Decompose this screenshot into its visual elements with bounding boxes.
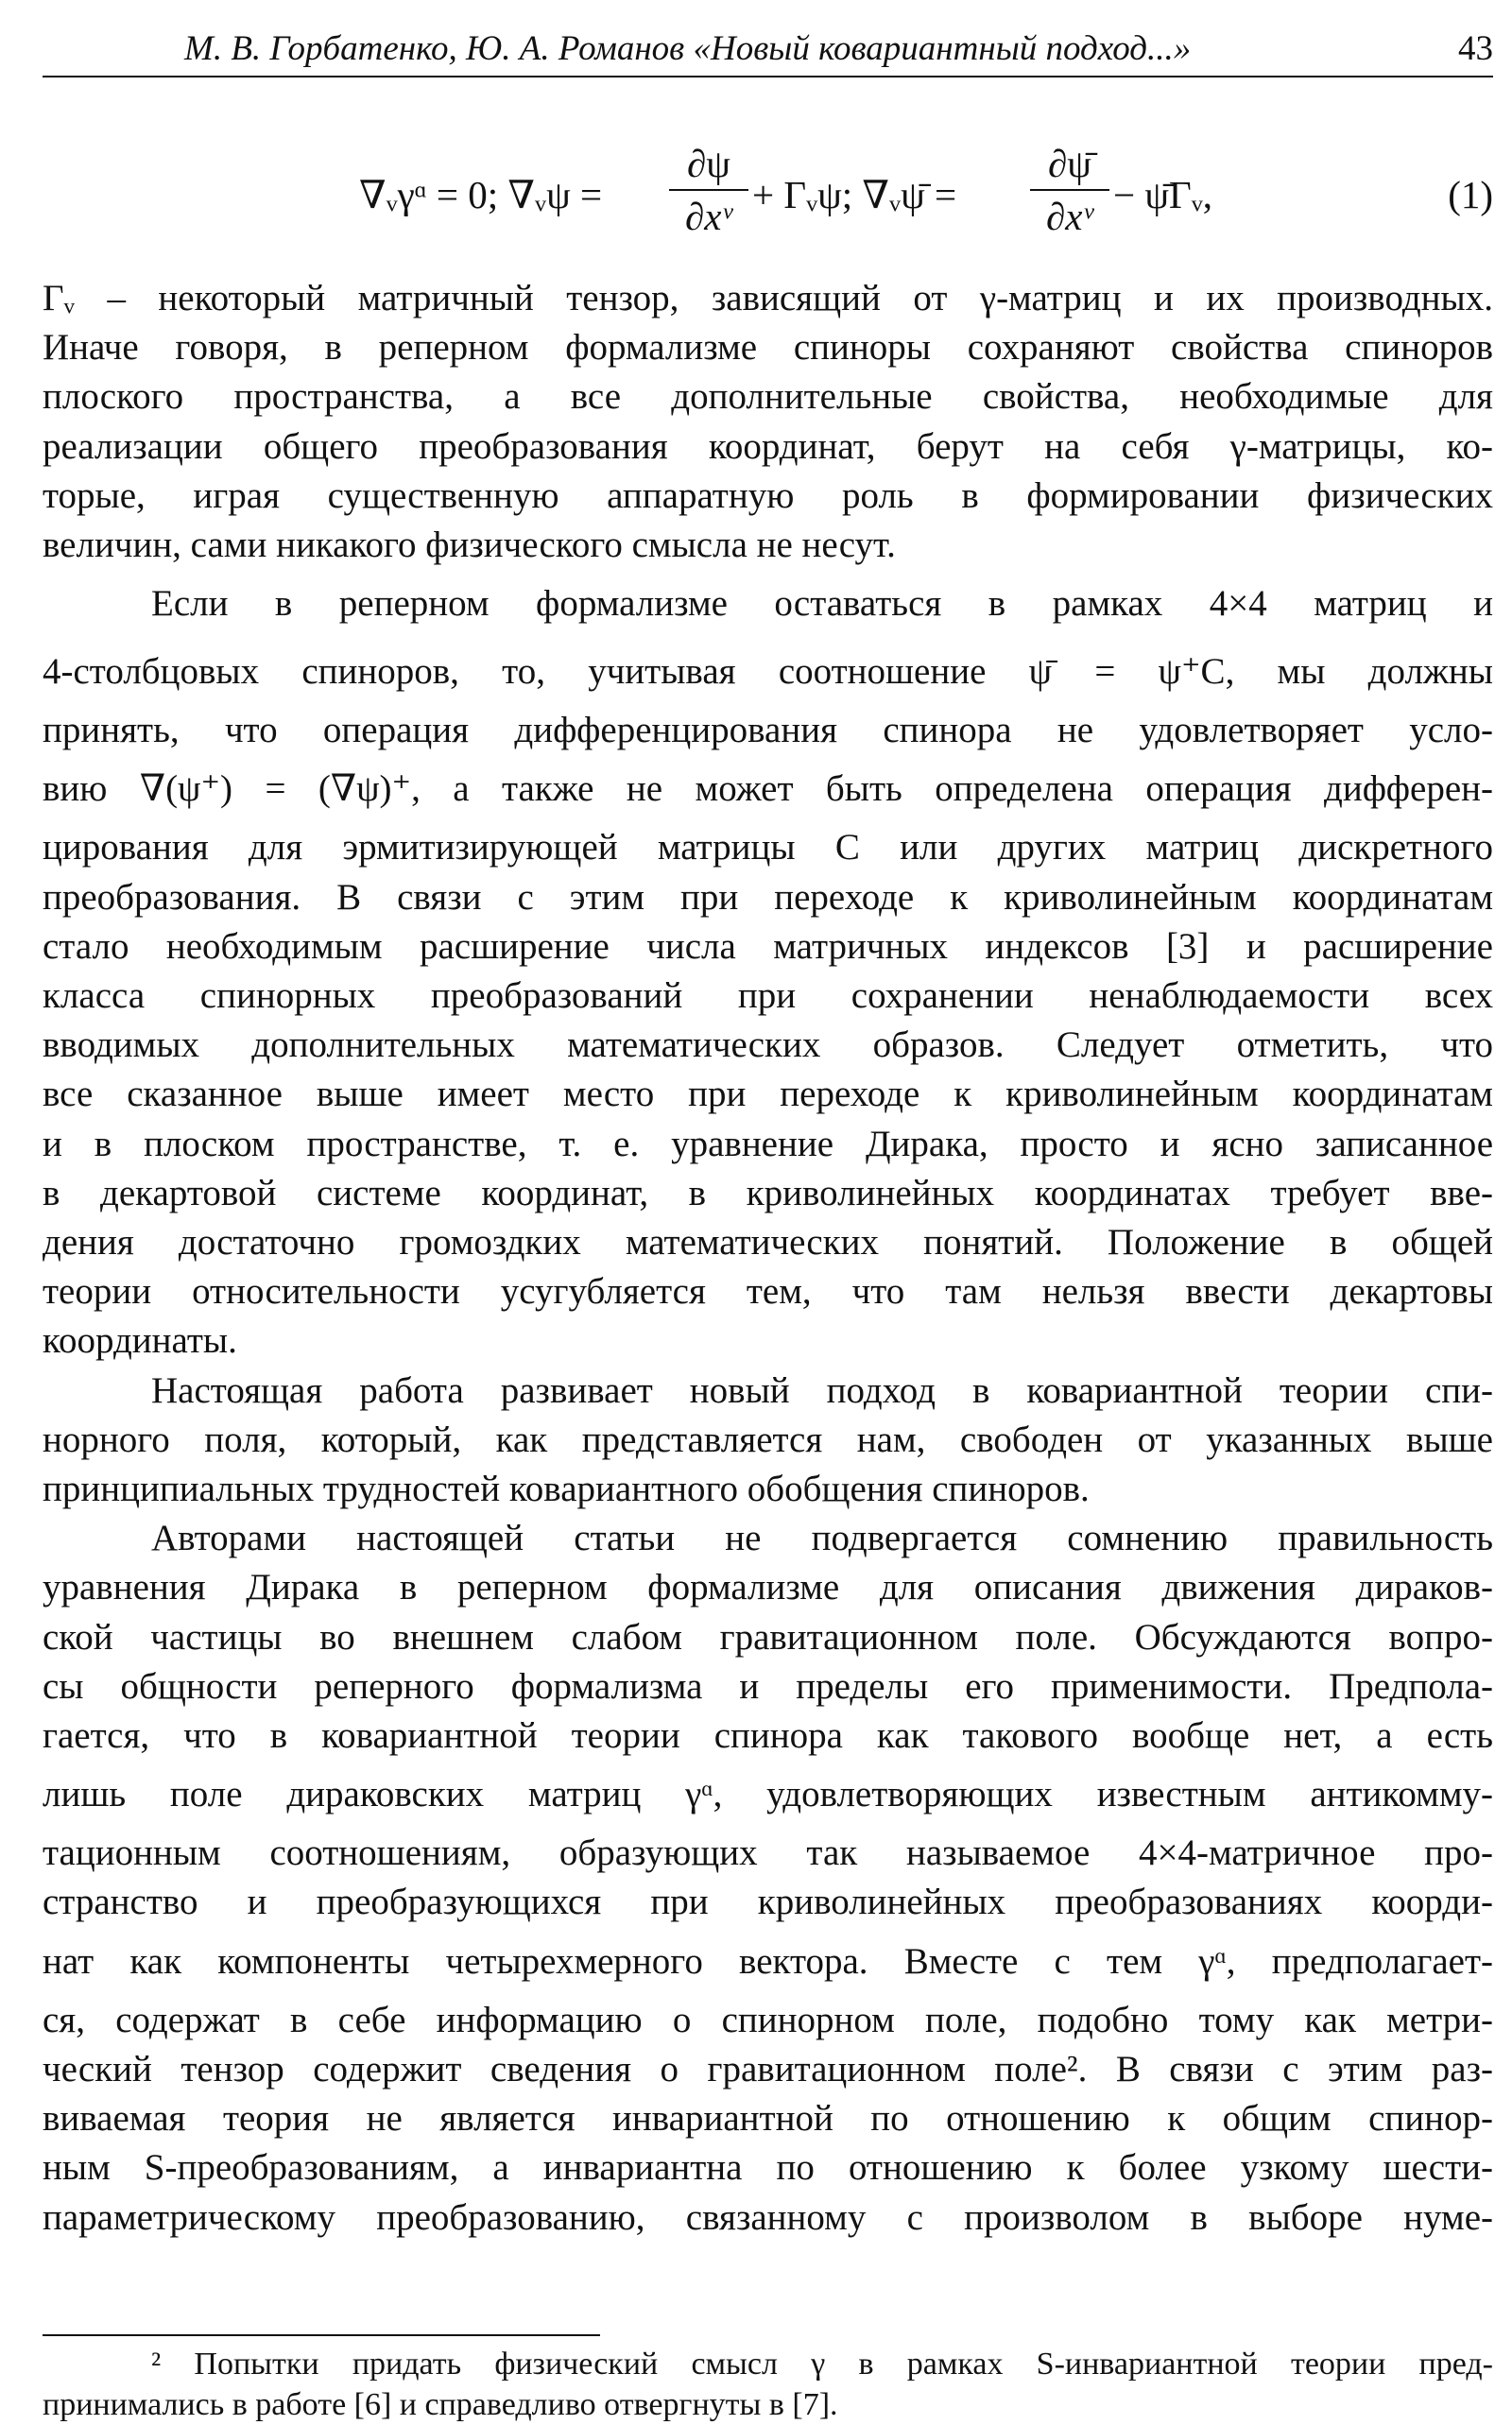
equation-fraction-1-numerator: ∂ψ [687, 142, 730, 185]
text-line: в декартовой системе координат, в криволинейных координатах требует вве- [43, 1172, 1493, 1213]
text-line: реализации общего преобразования координат, берут на себя γ-матрицы, ко- [43, 425, 1493, 467]
text-line: гается, что в ковариантной теории спинора как такового вообще нет, а есть [43, 1715, 1493, 1757]
equation-fraction-1 [669, 142, 748, 238]
equation-fraction-2-denominator: ∂xᵛ [1046, 195, 1093, 238]
text-line: дения достаточно громоздких математических понятий. Положение в общей [43, 1222, 1493, 1264]
text-line: цирования для эрмитизирующей матрицы C или других матриц дискретного [43, 827, 1493, 869]
text-line: плоского пространства, а все дополнительные свойства, необходимые для [43, 376, 1493, 418]
paragraph-4 [43, 1514, 1493, 2242]
text-line: ческий тензор содержит сведения о гравитационном поле². В связи с этим раз- [43, 2048, 1493, 2090]
text-line: Иначе говоря, в реперном формализме спиноры сохраняют свойства спиноров [43, 327, 1493, 369]
text-line: торые, играя существенную аппаратную роль в формировании физических [43, 474, 1493, 516]
paragraph-3 [43, 1367, 1493, 1515]
equation-1 [0, 132, 1512, 274]
text-line: Авторами настоящей статьи не подвергается сомнению правильность [151, 1518, 1493, 1559]
text-line: странство и преобразующихся при криволинейных преобразованиях коорди- [43, 1882, 1493, 1923]
text-line: 4-столбцовых спиноров, то, учитывая соотношение ψ̄ = ψ⁺C, мы должны [43, 651, 1493, 693]
equation-part-1: ∇ᵥγᵅ = 0; ∇ᵥψ = [359, 173, 603, 216]
text-line: норного поля, который, как представляется нам, свободен от указанных выше [43, 1419, 1493, 1460]
footnote [43, 2344, 1493, 2425]
footnote-line: принимались в работе [6] и справедливо отвергнуты в [7]. [43, 2387, 838, 2422]
page-number: 43 [1458, 29, 1493, 68]
text-line: сы общности реперного формализма и пределы его применимости. Предпола- [43, 1665, 1493, 1707]
text-line: Если в реперном формализме оставаться в рамках 4×4 матриц и [151, 583, 1493, 625]
text-line: координаты. [43, 1320, 237, 1362]
text-line: нат как компоненты четырехмерного вектора. Вместе с тем γᵅ, предполагает- [43, 1940, 1493, 1982]
body-text [43, 274, 1493, 2243]
text-line: ся, содержат в себе информацию о спинорном поле, подобно тому как метри- [43, 1999, 1493, 2040]
text-line: лишь поле дираковских матриц γᵅ, удовлетворяющих известным антикомму- [43, 1774, 1493, 1815]
text-line: Настоящая работа развивает новый подход в ковариантной теории спи- [151, 1369, 1493, 1411]
footnote-rule [43, 2334, 600, 2336]
text-line: принципиальных трудностей ковариантного обобщения спиноров. [43, 1469, 1090, 1510]
text-line: уравнения Дирака в реперном формализме для описания движения дираков- [43, 1567, 1493, 1608]
text-line: стало необходимым расширение числа матричных индексов [3] и расширение [43, 925, 1493, 967]
text-line: виваемая теория не является инвариантной по отношению к общим спинор- [43, 2098, 1493, 2140]
text-line: ным S-преобразованиям, а инвариантна по отношению к более узкому шести- [43, 2147, 1493, 2189]
text-line: принять, что операция дифференцирования спинора не удовлетворяет усло- [43, 710, 1493, 751]
text-line: вводимых дополнительных математических образов. Следует отметить, что [43, 1024, 1493, 1066]
text-line: вию ∇(ψ⁺) = (∇ψ)⁺, а также не может быть определена операция дифферен- [43, 768, 1493, 810]
text-line: тационным соотношениям, образующих так называемое 4×4-матричное про- [43, 1832, 1493, 1874]
equation-part-2: + Γᵥψ; ∇ᵥψ̄ = [752, 173, 957, 216]
text-line: теории относительности усугубляется тем, что там нельзя ввести декартовы [43, 1271, 1493, 1313]
text-line: и в плоском пространстве, т. е. уравнение Дирака, просто и ясно записанное [43, 1123, 1493, 1164]
text-line: Γᵥ – некоторый матричный тензор, зависящий от γ-матриц и их производных. [43, 278, 1493, 318]
header-rule [43, 76, 1493, 77]
text-line: величин, сами никакого физического смысла не несут. [43, 525, 896, 566]
text-line: преобразования. В связи с этим при переходе к криволинейным координатам [43, 876, 1493, 918]
paragraph-2 [43, 570, 1493, 1366]
paragraph-1 [43, 274, 1493, 570]
equation-fraction-1-denominator: ∂xᵛ [685, 195, 732, 238]
text-line: параметрическому преобразованию, связанному с произволом в выборе нуме- [43, 2196, 1493, 2238]
footnote-line: ² Попытки придать физический смысл γ в рамках S-инвариантной теории пред- [151, 2347, 1493, 2382]
equation-part-3: − ψ̄Γᵥ, [1113, 173, 1213, 216]
text-line: класса спинорных преобразований при сохранении ненаблюдаемости всех [43, 975, 1493, 1017]
equation-label: (1) [1448, 173, 1493, 216]
running-title: М. В. Горбатенко, Ю. А. Романов «Новый ковариантный подход...» [184, 29, 1192, 68]
equation-fraction-2-numerator: ∂ψ̄ [1048, 142, 1091, 185]
text-line: ской частицы во внешнем слабом гравитационном поле. Обсуждаются вопро- [43, 1616, 1493, 1658]
equation-fraction-2 [1030, 142, 1109, 238]
text-line: все сказанное выше имеет место при переходе к криволинейным координатам [43, 1074, 1493, 1115]
